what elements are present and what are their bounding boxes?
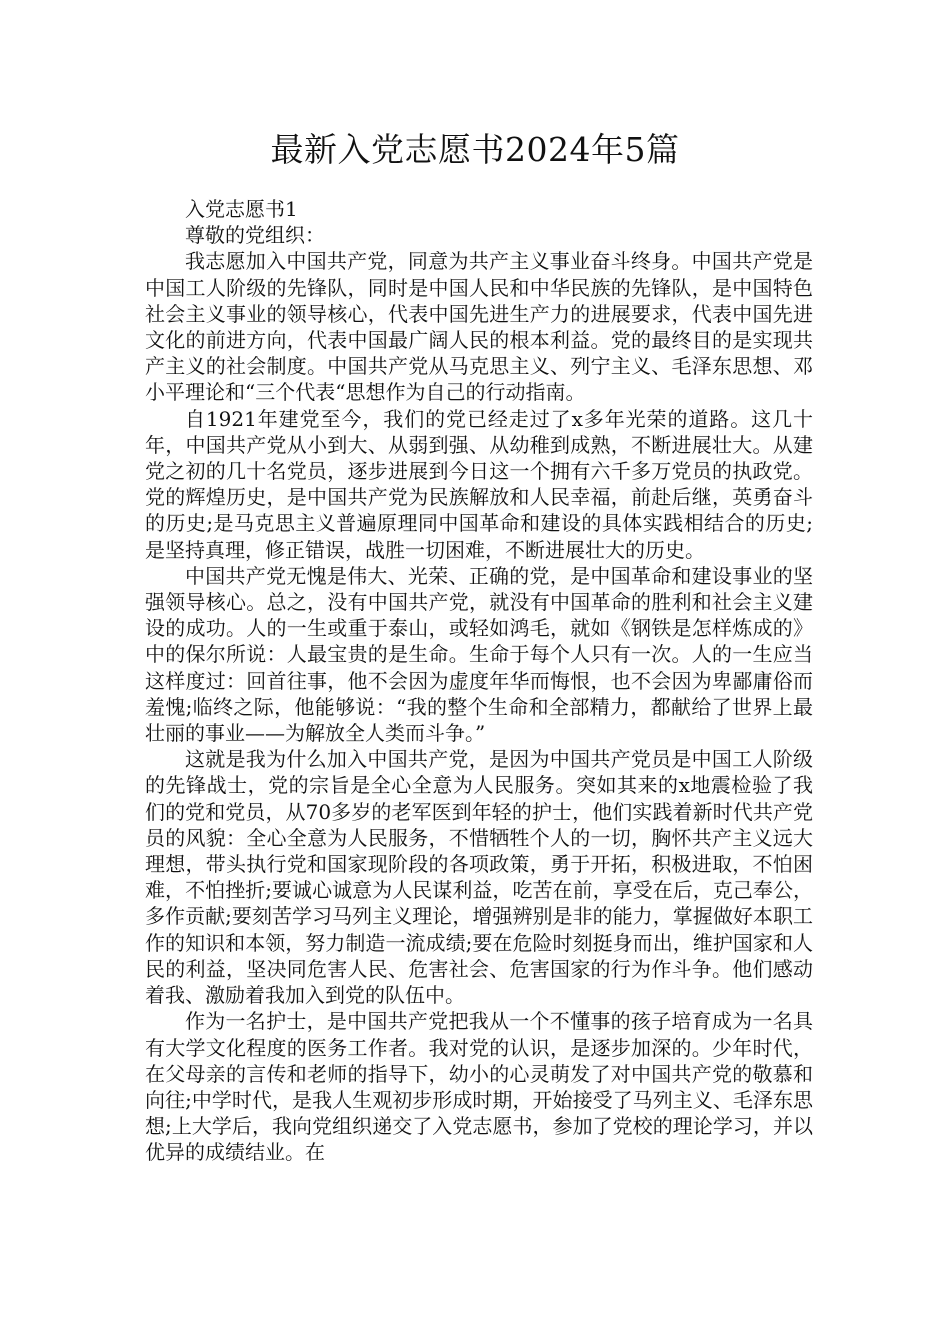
paragraph: 自1921年建党至今，我们的党已经走过了x多年光荣的道路。这几十年，中国共产党从小到大、从弱到强、从幼稚到成熟，不断进展壮大。从建党之初的几十名党员，逐步进展到今日这一个拥有六千多万党员的执政党。党的辉煌历史，是中国共产党为民族解放和人民幸福，前赴后继，英勇奋斗的历史;是马克思主义普遍原理同中国革命和建设的具体实践相结合的历史;是坚持真理，修正错误，战胜一切困难，不断进展壮大的历史。: [145, 406, 813, 562]
paragraph: 中国共产党无愧是伟大、光荣、正确的党，是中国革命和建设事业的坚强领导核心。总之，没有中国共产党，就没有中国革命的胜利和社会主义建设的成功。人的一生或重于泰山，或轻如鸿毛，就如《钢铁是怎样炼成的》中的保尔所说：人最宝贵的是生命。生命于每个人只有一次。人的一生应当这样度过：回首往事，他不会因为虚度年华而悔恨，也不会因为卑鄙庸俗而羞愧;临终之际，他能够说：“我的整个生命和全部精力，都献给了世界上最壮丽的事业——为解放全人类而斗争。”: [145, 563, 813, 746]
document-title: 最新入党志愿书2024年5篇: [270, 130, 680, 169]
document-body: [145, 196, 813, 1166]
section-heading: 入党志愿书1: [185, 197, 298, 221]
paragraph: 这就是我为什么加入中国共产党，是因为中国共产党员是中国工人阶级的先锋战士，党的宗旨是全心全意为人民服务。突如其来的x地震检验了我们的党和党员，从70多岁的老军医到年轻的护士，他们实践着新时代共产党员的风貌：全心全意为人民服务，不惜牺牲个人的一切，胸怀共产主义远大理想，带头执行党和国家现阶段的各项政策，勇于开拓，积极进取，不怕困难，不怕挫折;要诚心诚意为人民谋利益，吃苦在前，享受在后，克己奉公，多作贡献;要刻苦学习马列主义理论，增强辨别是非的能力，掌握做好本职工作的知识和本领，努力制造一流成绩;要在危险时刻挺身而出，维护国家和人民的利益，坚决同危害人民、危害社会、危害国家的行为作斗争。他们感动着我、激励着我加入到党的队伍中。: [145, 747, 813, 1008]
salutation: 尊敬的党组织：: [185, 223, 325, 248]
paragraph: 我志愿加入中国共产党，同意为共产主义事业奋斗终身。中国共产党是中国工人阶级的先锋队，同时是中国人民和中华民族的先锋队，是中国特色社会主义事业的领导核心，代表中国先进生产力的进展要求，代表中国先进文化的前进方向，代表中国最广阔人民的根本利益。党的最终目的是实现共产主义的社会制度。中国共产党从马克思主义、列宁主义、毛泽东思想、邓小平理论和“三个代表“思想作为自己的行动指南。: [145, 249, 813, 405]
paragraph: 作为一名护士，是中国共产党把我从一个不懂事的孩子培育成为一名具有大学文化程度的医务工作者。我对党的认识，是逐步加深的。少年时代，在父母亲的言传和老师的指导下，幼小的心灵萌发了对中国共产党的敬慕和向往;中学时代，是我人生观初步形成时期，开始接受了马列主义、毛泽东思想;上大学后，我向党组织递交了入党志愿书，参加了党校的理论学习，并以优异的成绩结业。在: [145, 1009, 813, 1165]
